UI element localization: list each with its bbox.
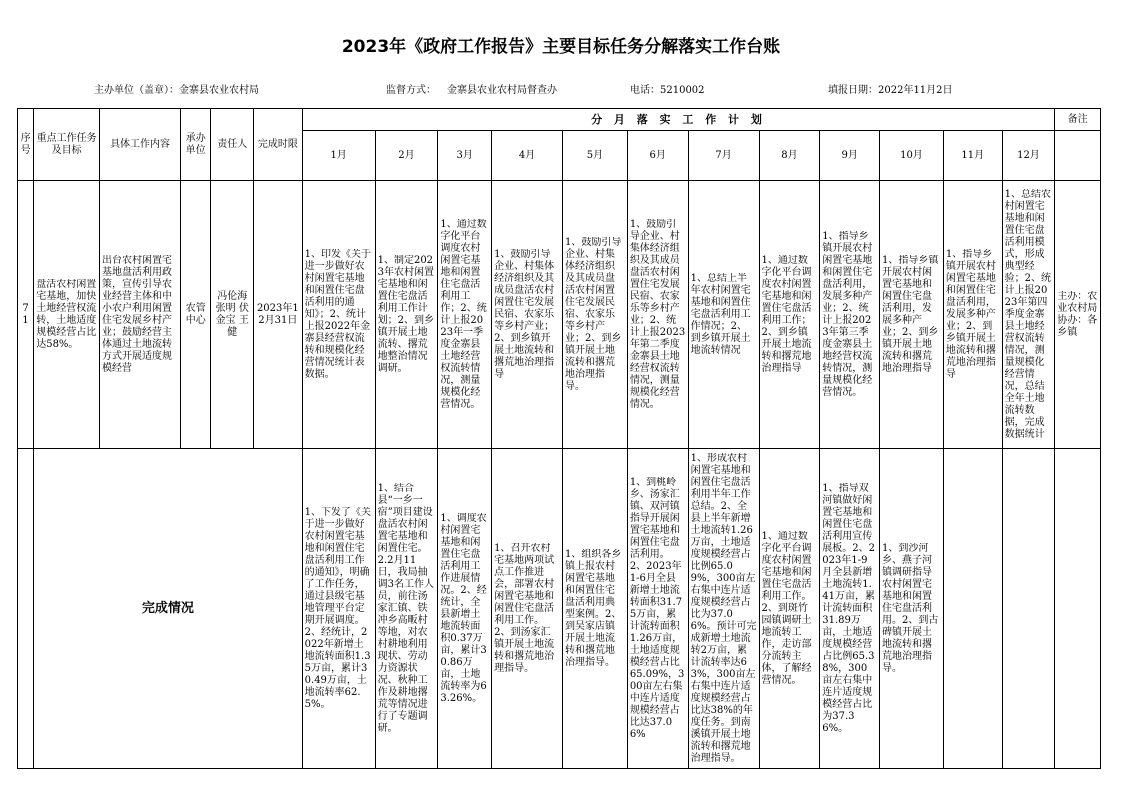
supervision-label: 监督方式： (386, 85, 436, 96)
done-month-11 (943, 449, 1002, 769)
plan-month-12: 1、总结农村闲置宅基地和闲置住宅盘活利用模式，形成典型经验；2、统计上报2023年第四季度金寨县土地经营权流转情况，测量规模化经营情况，总结全年土地流转数据，完成数据统计 (1002, 181, 1055, 449)
header-month: 4月 (492, 131, 563, 181)
table-row (18, 181, 1101, 449)
header-remark-blank (1055, 131, 1101, 181)
row-deadline: 2023年12月31日 (254, 181, 303, 449)
header-month: 6月 (627, 131, 688, 181)
task-ledger-table (17, 108, 1101, 769)
header-month: 3月 (438, 131, 492, 181)
done-month-9: 1、指导双河镇做好闲置宅基地和闲置住宅盘活利用宣传展板。2、2023年1-9月全县新增土地流转1.41万亩，累计流转面积31.89万亩，土地适度规模经营占比例65.38%，300亩左右集中连片适度规模经营占比为37.36%。 (820, 449, 880, 769)
done-month-5: 1、组织各乡镇上报农村闲置宅基地和闲置住宅盘活利用典型案例。2、到吴家店镇开展土地流转和撂荒地治理指导。 (562, 449, 627, 769)
header-unit: 承办单位 (181, 109, 211, 181)
done-month-12 (1002, 449, 1055, 769)
plan-month-6: 1、鼓励引导企业、村集体经济组织及其成员盘活农村闲置住宅发展民宿、农家乐等乡村产业；2、统计上报2023年第二季度金寨县土地经营权流转情况，测量规模化经营情况。 (627, 181, 688, 449)
done-month-4: 1、召开农村宅基地两项试点工作推进会，部署农村闲置宅基地和闲置住宅盘活利用工作。2、到汤家汇镇开展土地流转和撂荒地治理指导。 (492, 449, 563, 769)
done-month-8: 1、通过数字化平台调度农村闲置宅基地和闲置住宅盘活利用工作。2、到斑竹园镇调研土地流转工作，走访部分流转主体，了解经营情况。 (759, 449, 820, 769)
done-month-10: 1、到沙河乡、燕子河镇调研指导农村闲置宅基地和闲置住宅盘活利用。2、到古碑镇开展土地流转和撂荒地治理指导。 (880, 449, 944, 769)
plan-month-10: 1、指导乡镇开展农村闲置宅基地和闲置住宅盘活利用，发展多种产业；2、到乡镇开展土地流转和撂荒地治理指导 (880, 181, 944, 449)
plan-month-4: 1、鼓励引导企业、村集体经济组织及其成员盘活农村闲置住宅发展民宿、农家乐等乡村产业；2、到乡镇开展土地流转和撂荒地治理指导 (492, 181, 563, 449)
row-person: 冯伦海 张明 伏金宝 王健 (211, 181, 254, 449)
row-unit: 农管中心 (181, 181, 211, 449)
completion-row (18, 449, 1101, 769)
plan-month-9: 1、指导乡镇开展农村闲置宅基地和闲置住宅盘活利用，发展多种产业；2、统计上报2023年第三季度金寨县土地经营权流转情况，测量规模化经营情况。 (820, 181, 880, 449)
header-monthly-plan: 分 月 落 实 工 作 计 划 (302, 109, 1055, 131)
plan-month-2: 1、制定2023年农村闲置宅基地和闲置住宅盘活利用工作计划；2、到乡镇开展土地流转、撂荒地整治情况调研。 (375, 181, 438, 449)
plan-month-5: 1、鼓励引导企业、村集体经济组织及其成员盘活农村闲置住宅发展民宿、农家乐等乡村产业；2、到乡镇开展土地流转和撂荒地治理指导。 (562, 181, 627, 449)
done-month-7: 1、形成农村闲置宅基地和闲置住宅盘活利用半年工作总结。2、全县上半年新增土地流转1.26万亩，土地适度规模经营占比例65.09%，300亩左右集中连片适度规模经营占比为37.06%。预计可完成新增土地流转2万亩，累计流转率达63%，300亩左右集中连片适度规模经营占比达38%的年度任务。到南溪镇开展土地流转和撂荒地治理指导。 (688, 449, 759, 769)
supervision-value: 金寨县农业农村局督查办 (447, 85, 557, 96)
header-month: 9月 (820, 131, 880, 181)
plan-month-8: 1、通过数字化平台调度农村闲置宅基地和闲置住宅盘活利用工作；2、到乡镇开展土地流转和撂荒地治理指导 (759, 181, 820, 449)
phone: 电话：5210002 (630, 85, 705, 96)
plan-month-11: 1、指导乡镇开展农村闲置宅基地和闲置住宅盘活利用，发展多种产业；2、到乡镇开展土地流转和撂荒地治理指导 (943, 181, 1002, 449)
host-unit: 主办单位（盖章）：金寨县农业农村局 (94, 85, 259, 96)
done-month-2: 1、结合县“一乡一宿”项目建设盘活农村闲置宅基地和闲置住宅。2.2月11日，我局抽调3名工作人员，前往汤家汇镇、铁冲乡高畈村等地，对农村耕地利用现状、劳动力资源状况、秋种工作及耕地撂荒等情况进行了专题调研。 (375, 449, 438, 769)
done-month-3: 1、调度农村闲置宅基地和闲置住宅盘活利用工作进展情况。2、经统计，全县新增土地流转面积0.37万亩，累计30.86万亩，土地流转率为63.26%。 (438, 449, 492, 769)
header-seq: 序号 (18, 109, 34, 181)
row-remark: 主办：农业农村局 协办：各乡镇 (1055, 181, 1101, 449)
done-remark (1055, 449, 1101, 769)
header-content: 具体工作内容 (100, 109, 181, 181)
header-deadline: 完成时限 (254, 109, 303, 181)
row-content: 出台农村闲置宅基地盘活利用政策，宣传引导农业经营主体和中小农户利用闲置住宅发展乡村产业；鼓励经营主体通过土地流转方式开展适度规模经营 (100, 181, 181, 449)
plan-month-7: 1、总结上半年农村闲置宅基地和闲置住宅盘活利用工作情况；2、到乡镇开展土地流转情况 (688, 181, 759, 449)
header-remark: 备注 (1055, 109, 1101, 131)
header-month: 7月 (688, 131, 759, 181)
header-month: 5月 (562, 131, 627, 181)
header-month: 10月 (880, 131, 944, 181)
header-month: 11月 (943, 131, 1002, 181)
header-key-task: 重点工作任务及目标 (34, 109, 100, 181)
plan-month-1: 1、印发《关于进一步做好农村闲置宅基地和闲置住宅盘活利用的通知》；2、统计上报2022年金寨县经营权流转和规模化经营情况统计表数据。 (302, 181, 375, 449)
row-seq: 71 (18, 181, 34, 449)
header-month: 2月 (375, 131, 438, 181)
header-person: 责任人 (211, 109, 254, 181)
page-title: 2023年《政府工作报告》主要目标任务分解落实工作台账 (341, 37, 781, 57)
header-month: 12月 (1002, 131, 1055, 181)
fill-date: 填报日期：2022年11月2日 (828, 85, 953, 96)
row-key-task: 盘活农村闲置宅基地，加快土地经营权流转，土地适度规模经营占比达58%。 (34, 181, 100, 449)
completion-blank (18, 449, 34, 769)
completion-label: 完成情况 (34, 449, 302, 769)
header-month: 1月 (302, 131, 375, 181)
plan-month-3: 1、通过数字化平台调度农村闲置宅基地和闲置住宅盘活利用工作；2、统计上报2023年一季度金寨县土地经营权流转情况，测量规模化经营情况。 (438, 181, 492, 449)
done-month-6: 1、到桃岭乡、汤家汇镇、双河镇指导开展闲置宅基地和闲置住宅盘活利用。2、2023年1-6月全县新增土地流转面积31.75万亩，累计流转面积1.26万亩，土地适度规模经营占比65.09%，300亩左右集中连片适度规模经营占比达37.06% (627, 449, 688, 769)
header-month: 8月 (759, 131, 820, 181)
done-month-1: 1、下发了《关于进一步做好农村闲置宅基地和闲置住宅盘活利用工作的通知》，明确了工作任务，通过县级宅基地管理平台定期开展调度。2、经统计，2022年新增土地流转面积1.35万亩，累计30.49万亩，土地流转率62.5%。 (302, 449, 375, 769)
